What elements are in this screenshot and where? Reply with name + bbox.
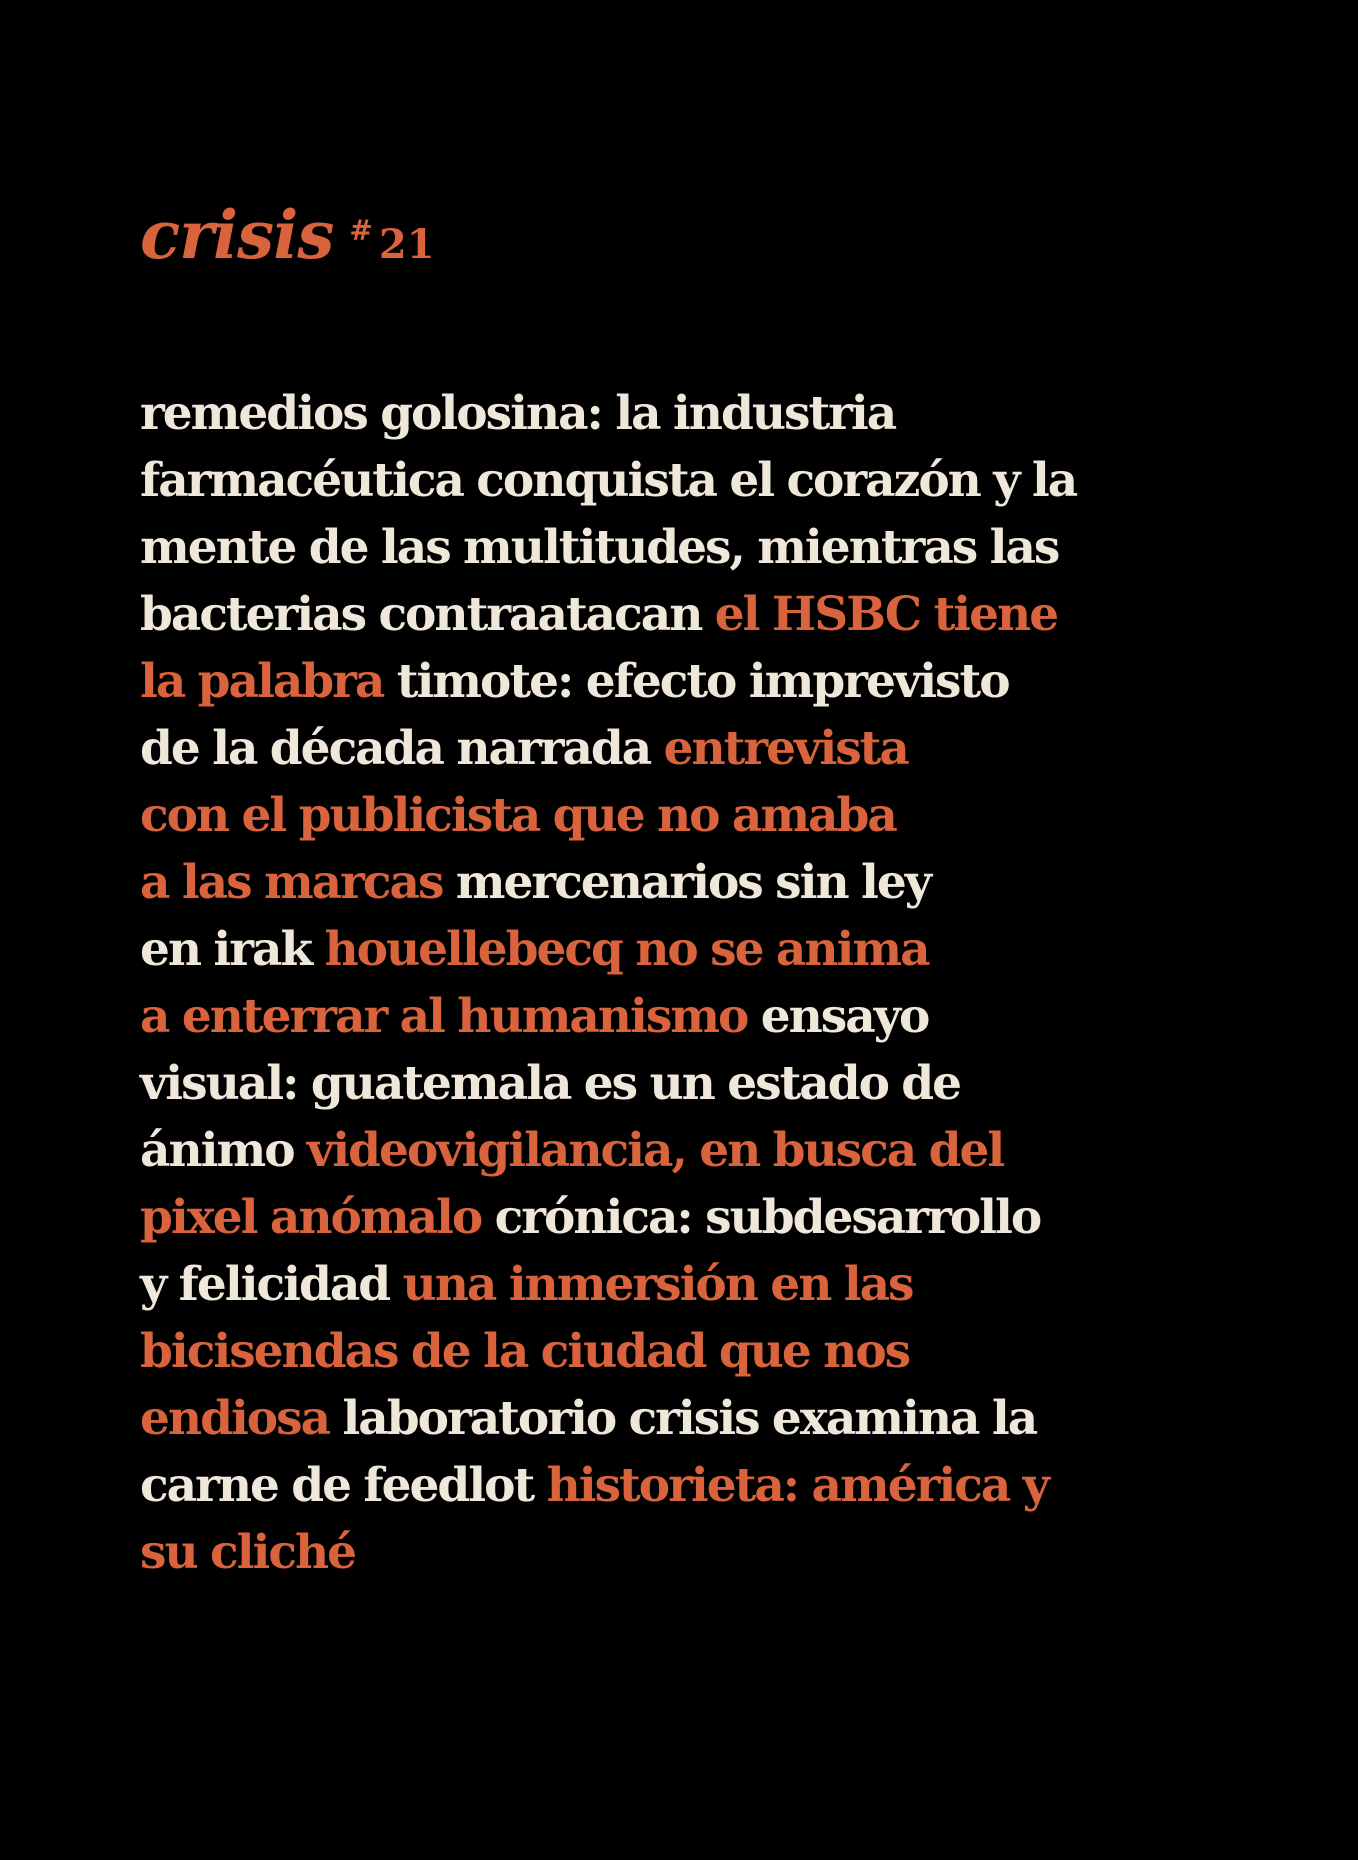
headline-text: timote: efecto imprevisto [383,654,1009,709]
contents-line [140,1050,1200,1117]
highlighted-headline: su cliché [140,1525,356,1580]
highlighted-headline: videovigilancia, en busca del [306,1123,1004,1178]
headline-text: crónica: subdesarrollo [481,1190,1041,1245]
headline-text: remedios golosina: la industria [140,386,896,441]
headline-text: carne de feedlot [140,1458,547,1513]
issue-hash: # [349,214,373,247]
magazine-title: crisis [140,196,334,274]
contents-line [140,380,1200,447]
contents-line [140,581,1200,648]
contents-line [140,715,1200,782]
contents-line [140,1318,1200,1385]
contents-line [140,916,1200,983]
table-of-contents [140,380,1200,1586]
contents-line [140,849,1200,916]
contents-line [140,1385,1200,1452]
headline-text: en irak [140,922,325,977]
masthead [140,196,435,274]
contents-line [140,983,1200,1050]
highlighted-headline: a las marcas [140,855,443,910]
highlighted-headline: historieta: américa y [546,1458,1048,1513]
headline-text: bacterias contraatacan [140,587,715,642]
contents-line [140,1519,1200,1586]
highlighted-headline: houellebecq no se anima [324,922,929,977]
headline-text: mente de las multitudes, mientras las [140,520,1059,575]
highlighted-headline: la palabra [140,654,384,709]
highlighted-headline: entrevista [663,721,908,776]
contents-line [140,1117,1200,1184]
headline-text: ensayo [747,989,929,1044]
headline-text: farmacéutica conquista el corazón y la [140,453,1077,508]
contents-line [140,648,1200,715]
headline-text: mercenarios sin ley [442,855,931,910]
highlighted-headline: el HSBC tiene [714,587,1058,642]
highlighted-headline: con el publicista que no amaba [140,788,896,843]
highlighted-headline: endiosa [140,1391,330,1446]
highlighted-headline: pixel anómalo [140,1190,482,1245]
contents-line [140,514,1200,581]
headline-text: y felicidad [140,1257,403,1312]
headline-text: de la década narrada [140,721,664,776]
contents-line [140,782,1200,849]
issue-number: 21 [378,221,435,268]
highlighted-headline: una inmersión en las [402,1257,913,1312]
highlighted-headline: bicisendas de la ciudad que nos [140,1324,910,1379]
contents-line [140,1251,1200,1318]
headline-text: laboratorio crisis examina la [329,1391,1037,1446]
headline-text: ánimo [140,1123,307,1178]
contents-line [140,447,1200,514]
contents-line [140,1184,1200,1251]
headline-text: visual: guatemala es un estado de [140,1056,961,1111]
contents-line [140,1452,1200,1519]
highlighted-headline: a enterrar al humanismo [140,989,748,1044]
